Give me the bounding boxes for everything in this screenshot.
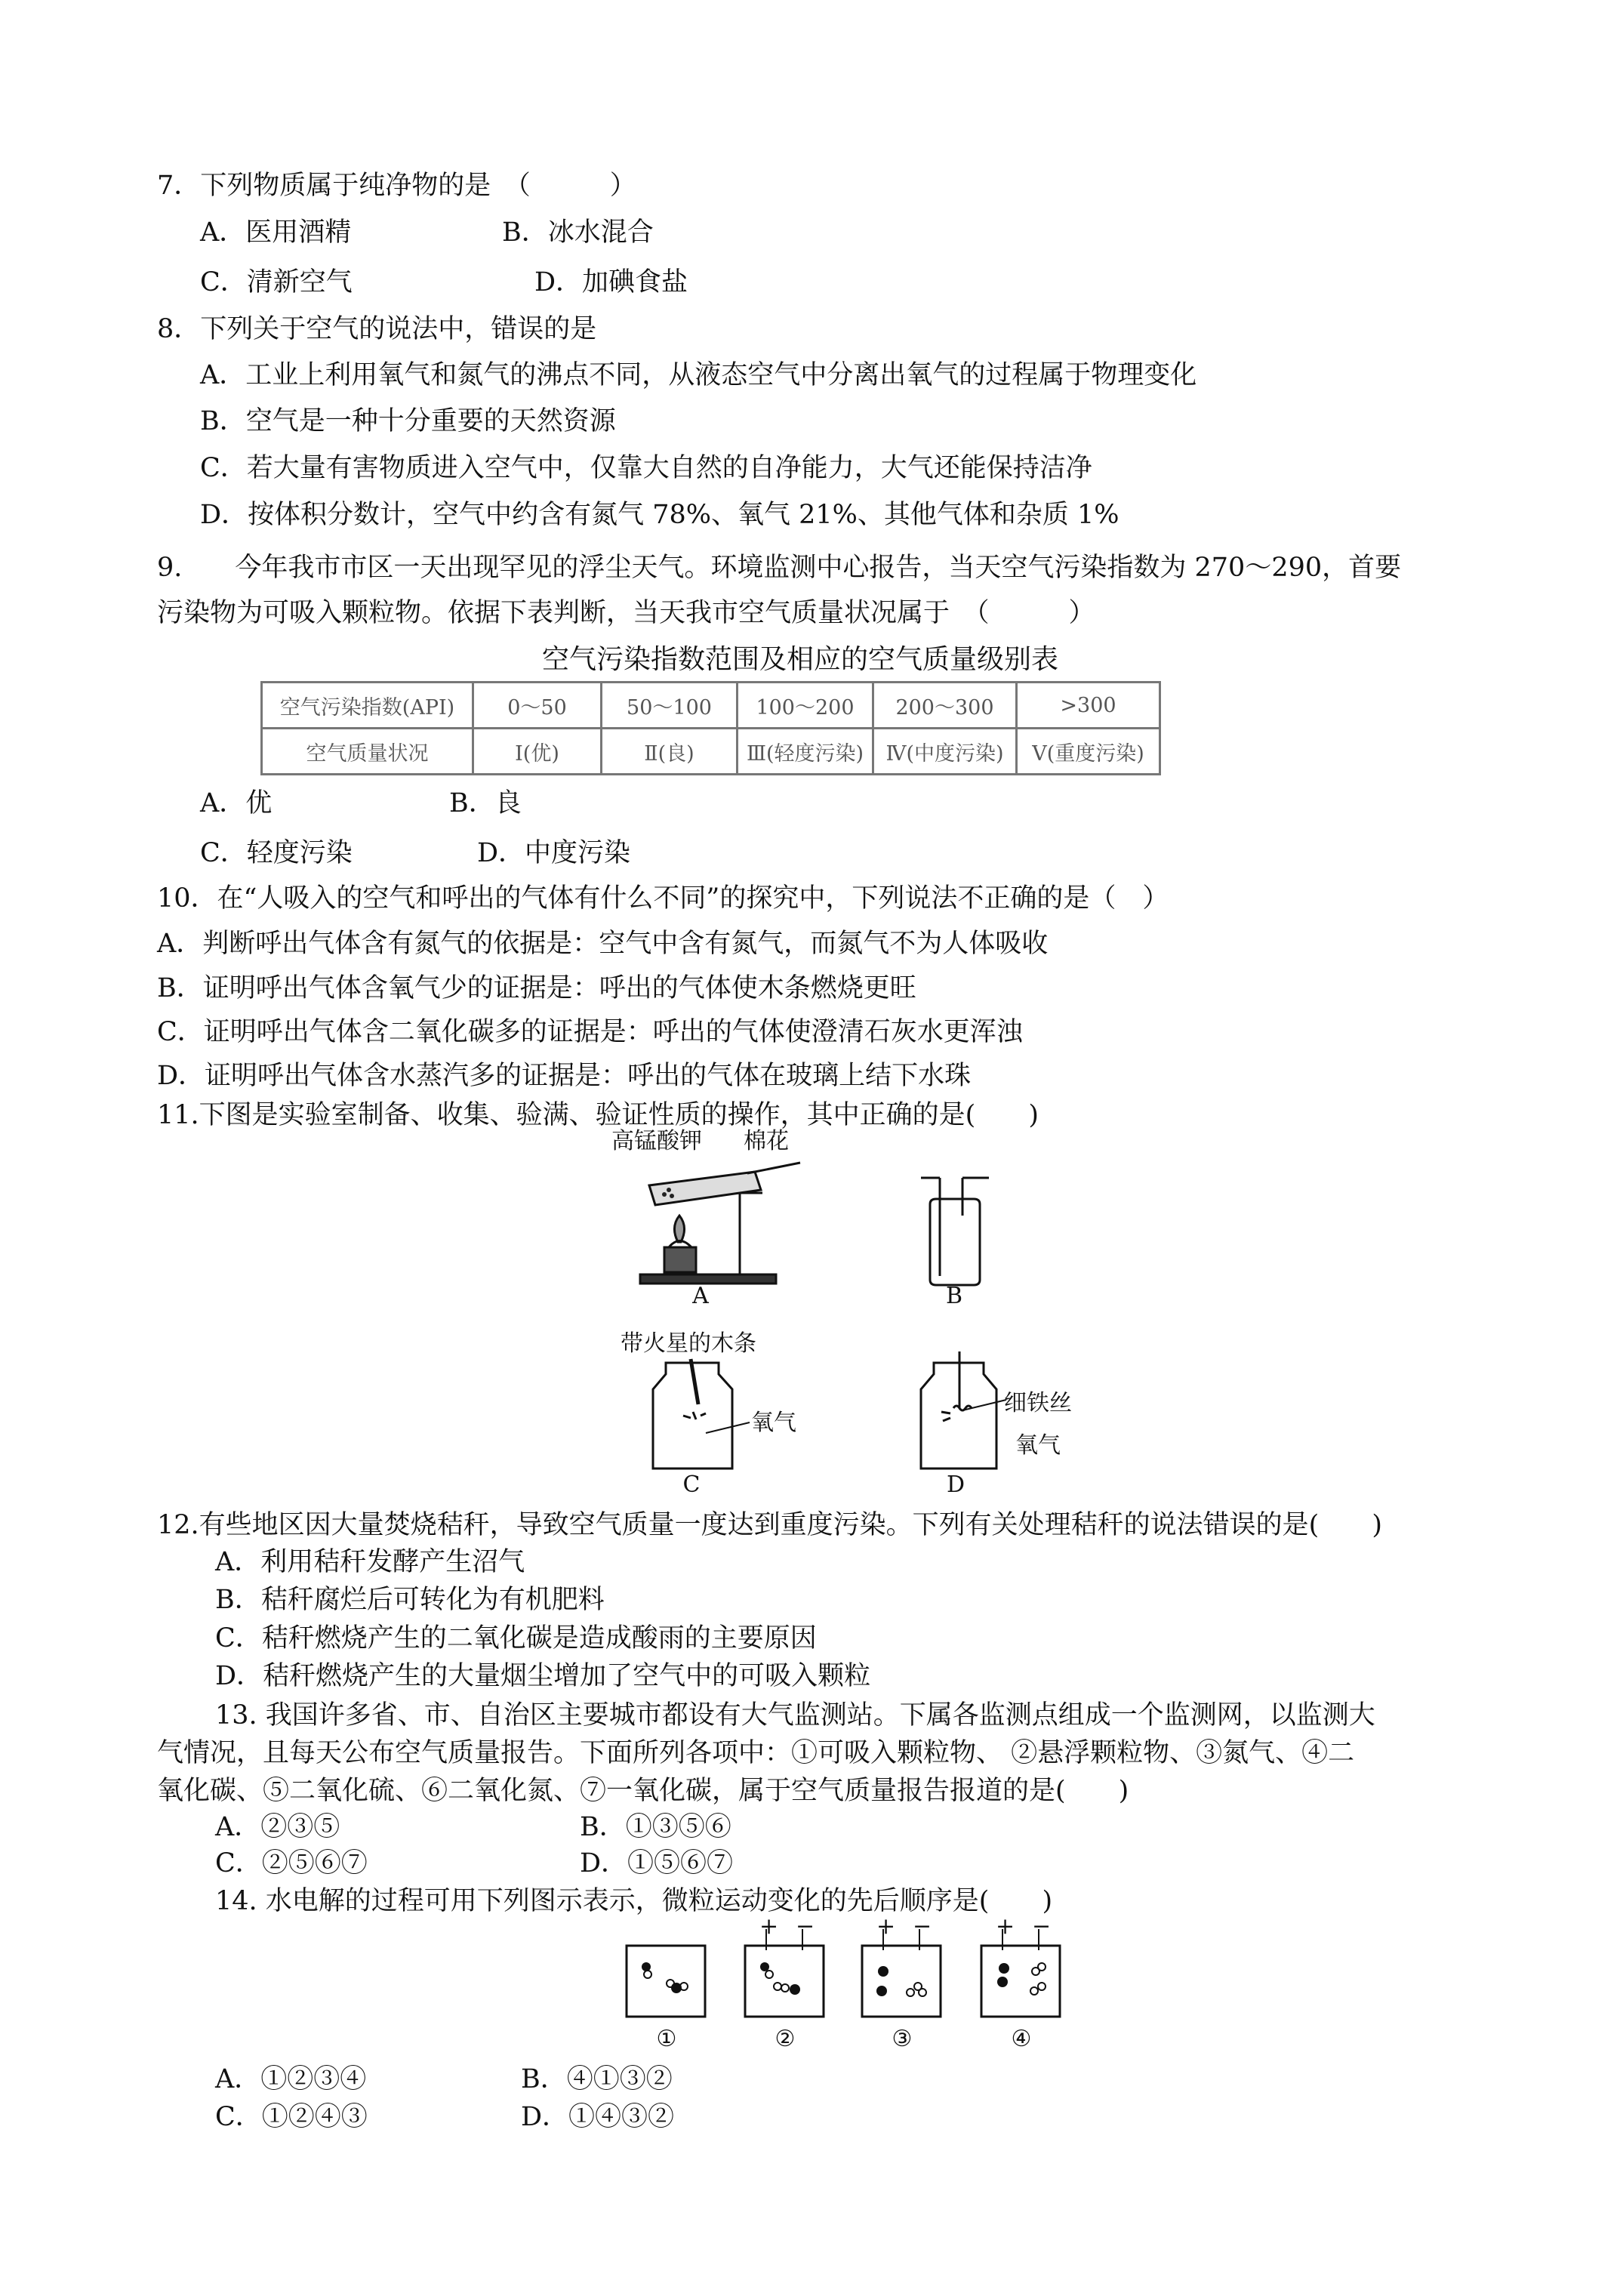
q8-option-b: B．空气是一种十分重要的天然资源 bbox=[200, 406, 616, 436]
q14-option-b: B．④①③② bbox=[521, 2064, 673, 2094]
apparatus-d-figure bbox=[917, 1351, 1000, 1472]
q13-stem-line1: 13. 我国许多省、市、自治区主要城市都设有大气监测站。下属各监测点组成一个监测网，以监测大 bbox=[215, 1700, 1375, 1730]
api-table-cell: Ⅰ(优) bbox=[473, 729, 602, 775]
label-glowing-splint: 带火星的木条 bbox=[621, 1330, 756, 1357]
q14-option-d: D．①④③② bbox=[521, 2102, 675, 2132]
api-table-cell: Ⅲ(轻度污染) bbox=[738, 729, 873, 775]
label-oxygen-d: 氧气 bbox=[1015, 1432, 1061, 1459]
label-oxygen-c: 氧气 bbox=[751, 1410, 796, 1436]
apparatus-b-figure bbox=[913, 1170, 996, 1287]
apparatus-c-figure bbox=[649, 1359, 740, 1472]
q10-option-a: A．判断呼出气体含有氮气的依据是：空气中含有氮气，而氮气不为人体吸收 bbox=[157, 929, 1049, 959]
q13-option-d: D．①⑤⑥⑦ bbox=[580, 1848, 734, 1878]
q14-option-a: A．①②③④ bbox=[215, 2064, 367, 2094]
q7-option-c: C．清新空气 bbox=[200, 267, 353, 297]
q9-option-a: A．优 bbox=[200, 788, 273, 818]
q9-option-c: C．轻度污染 bbox=[200, 838, 353, 868]
q7-stem: 7．下列物质属于纯净物的是 （ ） bbox=[157, 171, 636, 201]
electrolysis-panel-2 bbox=[744, 1944, 827, 2020]
electrode-minus-3: − bbox=[913, 1913, 932, 1940]
q9-stem-line2: 污染物为可吸入颗粒物。依据下表判断，当天我市空气质量状况属于 （ ） bbox=[157, 598, 1095, 628]
q8-option-d: D．按体积分数计，空气中约含有氮气 78%、氧气 21%、其他气体和杂质 1% bbox=[200, 500, 1119, 530]
api-table-cell: 0～50 bbox=[473, 683, 602, 729]
q14-option-c: C．①②④③ bbox=[215, 2102, 368, 2132]
q11-stem: 11.下图是实验室制备、收集、验满、验证性质的操作，其中正确的是( ) bbox=[157, 1100, 1039, 1130]
q7-option-d: D．加碘食盐 bbox=[534, 267, 688, 297]
q8-option-c: C．若大量有害物质进入空气中，仅靠大自然的自净能力，大气还能保持洁净 bbox=[200, 453, 1092, 483]
panel-caption-2: ② bbox=[775, 2026, 796, 2052]
q7-option-a: A．医用酒精 bbox=[200, 217, 352, 248]
api-table-cell: 200～300 bbox=[873, 683, 1017, 729]
electrode-plus-2: + bbox=[759, 1913, 779, 1940]
q12-option-b: B．秸秆腐烂后可转化为有机肥料 bbox=[215, 1585, 605, 1615]
api-table-cell: >300 bbox=[1017, 683, 1160, 729]
api-table-cell: 50～100 bbox=[602, 683, 738, 729]
q8-stem: 8．下列关于空气的说法中，错误的是 bbox=[157, 314, 597, 344]
q12-option-d: D．秸秆燃烧产生的大量烟尘增加了空气中的可吸入颗粒 bbox=[215, 1661, 871, 1691]
api-table-cell: 100～200 bbox=[738, 683, 873, 729]
api-table-caption: 空气污染指数范围及相应的空气质量级别表 bbox=[542, 644, 1059, 675]
api-table-cell: 空气质量状况 bbox=[262, 729, 473, 775]
electrolysis-panel-1 bbox=[625, 1944, 708, 2020]
q9-option-d: D．中度污染 bbox=[477, 838, 631, 868]
electrolysis-panel-4 bbox=[980, 1944, 1063, 2020]
q8-option-a: A．工业上利用氧气和氮气的沸点不同，从液态空气中分离出氧气的过程属于物理变化 bbox=[200, 360, 1197, 390]
api-table-row bbox=[262, 683, 1160, 729]
electrode-plus-3: + bbox=[876, 1913, 896, 1940]
q13-stem-line2: 气情况，且每天公布空气质量报告。下面所列各项中：①可吸入颗粒物、 ②悬浮颗粒物、③氮气、④二 bbox=[157, 1738, 1355, 1768]
q10-stem: 10．在“人吸入的空气和呼出的气体有什么不同”的探究中，下列说法不正确的是（ ） bbox=[157, 883, 1169, 914]
label-kmno4: 高锰酸钾 bbox=[611, 1128, 702, 1154]
wire-pointer-line bbox=[962, 1397, 1008, 1412]
q10-option-b: B．证明呼出气体含氧气少的证据是：呼出的气体使木条燃烧更旺 bbox=[157, 973, 916, 1003]
oxygen-pointer-line bbox=[706, 1419, 751, 1435]
electrode-minus-4: − bbox=[1032, 1913, 1052, 1940]
caption-b: B bbox=[945, 1283, 963, 1309]
q13-stem-line3: 氧化碳、⑤二氧化硫、⑥二氧化氮、⑦一氧化碳，属于空气质量报告报道的是( ) bbox=[157, 1776, 1129, 1806]
q12-option-c: C．秸秆燃烧产生的二氧化碳是造成酸雨的主要原因 bbox=[215, 1623, 817, 1653]
apparatus-a-figure bbox=[634, 1163, 815, 1291]
api-table-cell: Ⅱ(良) bbox=[602, 729, 738, 775]
api-level-table bbox=[260, 681, 1161, 775]
q9-option-b: B．良 bbox=[449, 788, 522, 818]
q13-option-b: B．①③⑤⑥ bbox=[580, 1812, 731, 1842]
label-iron-wire: 细铁丝 bbox=[1004, 1390, 1072, 1416]
electrode-minus-2: − bbox=[796, 1913, 815, 1940]
q7-option-b: B．冰水混合 bbox=[502, 217, 654, 248]
api-table-cell: Ⅴ(重度污染) bbox=[1017, 729, 1160, 775]
q13-option-a: A．②③⑤ bbox=[215, 1812, 340, 1842]
label-cotton: 棉花 bbox=[744, 1128, 789, 1154]
q10-option-d: D．证明呼出气体含水蒸汽多的证据是：呼出的气体在玻璃上结下水珠 bbox=[157, 1061, 972, 1091]
panel-caption-1: ① bbox=[656, 2026, 677, 2052]
q12-option-a: A．利用秸秆发酵产生沼气 bbox=[215, 1547, 525, 1577]
api-table-cell: Ⅳ(中度污染) bbox=[873, 729, 1017, 775]
caption-d: D bbox=[946, 1472, 965, 1498]
q9-stem-line1: 9. 今年我市市区一天出现罕见的浮尘天气。环境监测中心报告，当天空气污染指数为 270～290，首要 bbox=[157, 553, 1402, 583]
api-table-cell: 空气污染指数(API) bbox=[262, 683, 473, 729]
q12-stem: 12.有些地区因大量焚烧秸秆，导致空气质量一度达到重度污染。下列有关处理秸秆的说法错误的是( ) bbox=[157, 1510, 1382, 1540]
electrode-plus-4: + bbox=[996, 1913, 1015, 1940]
electrolysis-panel-3 bbox=[861, 1944, 944, 2020]
panel-caption-4: ④ bbox=[1011, 2026, 1032, 2052]
panel-caption-3: ③ bbox=[892, 2026, 913, 2052]
caption-a: A bbox=[692, 1283, 709, 1309]
q10-option-c: C．证明呼出气体含二氧化碳多的证据是：呼出的气体使澄清石灰水更浑浊 bbox=[157, 1017, 1023, 1047]
caption-c: C bbox=[682, 1472, 701, 1498]
q14-stem: 14. 水电解的过程可用下列图示表示，微粒运动变化的先后顺序是( ) bbox=[215, 1886, 1053, 1916]
api-table-row bbox=[262, 729, 1160, 775]
q13-option-c: C．②⑤⑥⑦ bbox=[215, 1848, 368, 1878]
